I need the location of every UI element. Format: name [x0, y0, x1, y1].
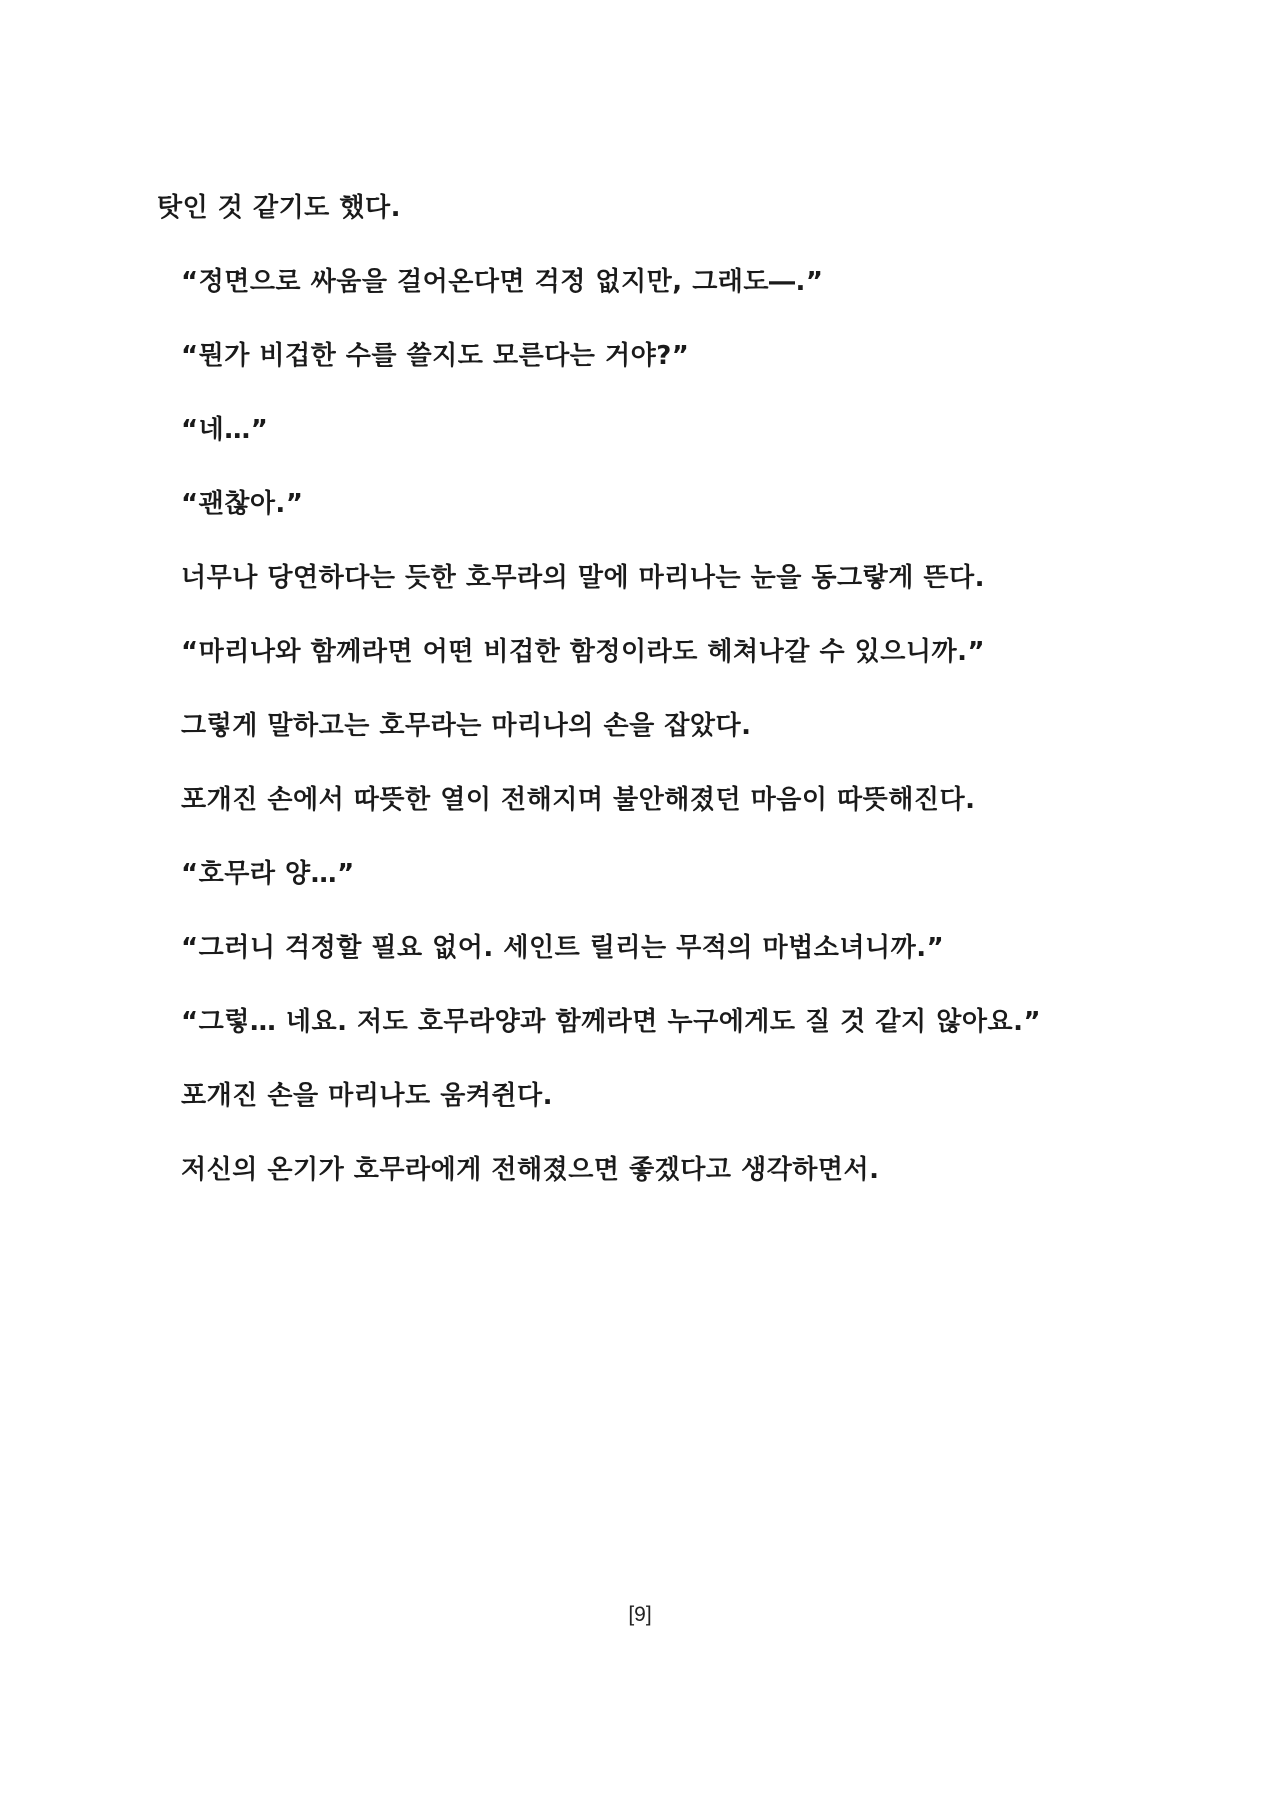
paragraph: 그렇게 말하고는 호무라는 마리나의 손을 잡았다. — [181, 711, 752, 741]
paragraph: 너무나 당연하다는 듯한 호무라의 말에 마리나는 눈을 동그랗게 뜬다. — [181, 563, 986, 593]
body-text — [157, 190, 1157, 1226]
paragraph: 저신의 온기가 호무라에게 전해졌으면 좋겠다고 생각하면서. — [181, 1155, 880, 1185]
paragraph: “뭔가 비겁한 수를 쓸지도 모른다는 거야?” — [181, 341, 690, 371]
paragraph: “네…” — [181, 415, 269, 445]
paragraph: “그러니 걱정할 필요 없어. 세인트 릴리는 무적의 마법소녀니까.” — [181, 933, 945, 963]
paragraph: “그렇… 네요. 저도 호무라양과 함께라면 누구에게도 질 것 같지 않아요.” — [181, 1007, 1042, 1037]
paragraph: 탓인 것 같기도 했다. — [157, 193, 401, 223]
page-number: [9] — [628, 1603, 652, 1626]
paragraph: “정면으로 싸움을 걸어온다면 걱정 없지만, 그래도―.” — [181, 267, 824, 297]
paragraph: “호무라 양…” — [181, 859, 355, 889]
paragraph: 포개진 손에서 따뜻한 열이 전해지며 불안해졌던 마음이 따뜻해진다. — [181, 785, 976, 815]
paragraph: “마리나와 함께라면 어떤 비겁한 함정이라도 헤쳐나갈 수 있으니까.” — [181, 637, 986, 667]
paragraph: 포개진 손을 마리나도 움켜쥔다. — [181, 1081, 554, 1111]
paragraph: “괜찮아.” — [181, 489, 304, 519]
